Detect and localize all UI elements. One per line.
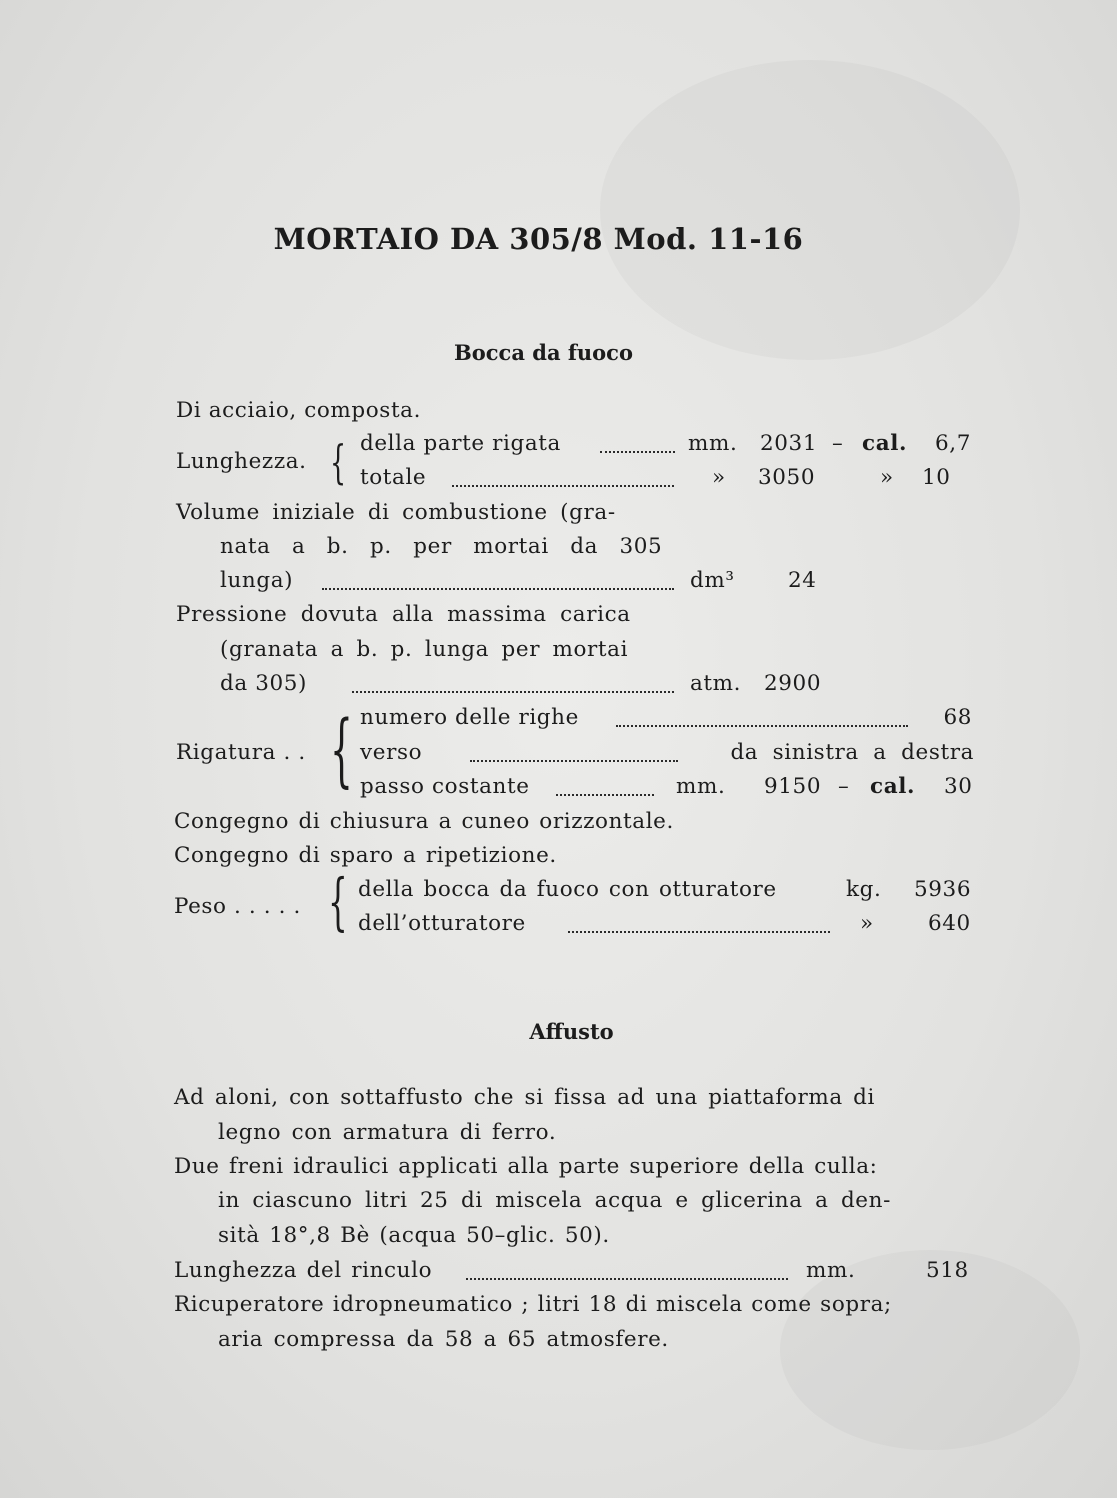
pressione-value: 2900	[764, 671, 822, 696]
volume-line: lunga)	[220, 568, 294, 593]
lunghezza-rigata-label: della parte rigata	[360, 431, 561, 456]
rigatura-passo-label: passo costante	[360, 774, 530, 799]
rigatura-righe-value: 68	[943, 705, 972, 730]
peso-otturatore-label: dell’otturatore	[358, 911, 526, 936]
pressione-line: Pressione dovuta alla massima carica	[176, 602, 631, 627]
rigatura-verso-label: verso	[360, 740, 423, 765]
leader-dots	[470, 760, 678, 762]
lunghezza-rigata-unit: mm.	[688, 431, 738, 456]
peso-label: Peso . . . . .	[174, 894, 301, 919]
volume-value: 24	[788, 568, 817, 593]
leader-dots	[616, 725, 908, 727]
lunghezza-totale-value: 3050	[758, 465, 816, 490]
pressione-line: da 305)	[220, 671, 308, 696]
peso-otturatore-value: 640	[928, 911, 971, 936]
lunghezza-totale-unit: »	[712, 465, 726, 490]
lunghezza-rigata-value: 2031	[760, 431, 818, 456]
rigatura-passo-unit: mm.	[676, 774, 726, 799]
page-title: MORTAIO DA 305/8 Mod. 11-16	[273, 222, 804, 256]
rigatura-passo-cal-label: cal.	[870, 774, 916, 799]
lunghezza-totale-cal-label: »	[880, 465, 894, 490]
section-heading-affusto: Affusto	[529, 1019, 614, 1044]
rinculo-unit: mm.	[806, 1258, 856, 1283]
rigatura-passo-cal: 30	[944, 774, 973, 799]
pressione-unit: atm.	[690, 671, 742, 696]
rigatura-verso-value: da sinistra a destra	[730, 740, 974, 765]
leader-dots	[556, 794, 654, 796]
brace: {	[328, 865, 348, 938]
peso-bocca-unit: kg.	[846, 877, 882, 902]
rigatura-passo-value: 9150	[764, 774, 822, 799]
pressione-line: (granata a b. p. lunga per mortai	[220, 637, 629, 662]
sparo-line: Congegno di sparo a ripetizione.	[174, 843, 557, 868]
rigatura-label: Rigatura . .	[176, 740, 306, 765]
affusto-line: Ricuperatore idropneumatico ; litri 18 di miscela come sopra;	[174, 1292, 892, 1317]
bleed-through-shadow	[600, 60, 1020, 360]
peso-bocca-label: della bocca da fuoco con otturatore	[358, 877, 777, 902]
affusto-line: Due freni idraulici applicati alla parte superiore della culla:	[174, 1154, 878, 1179]
dash: –	[832, 431, 844, 456]
brace: {	[330, 435, 347, 489]
leader-dots	[568, 931, 830, 933]
leader-dots	[466, 1278, 788, 1280]
peso-otturatore-unit: »	[860, 911, 874, 936]
rigatura-righe-label: numero delle righe	[360, 705, 579, 730]
leader-dots	[352, 691, 674, 693]
rinculo-label: Lunghezza del rinculo	[174, 1258, 433, 1283]
rinculo-value: 518	[926, 1258, 969, 1283]
dash: –	[838, 774, 850, 799]
leader-dots	[322, 588, 674, 590]
brace: {	[330, 703, 353, 796]
volume-line: Volume iniziale di combustione (gra-	[176, 500, 616, 525]
section-heading-bocca: Bocca da fuoco	[454, 340, 633, 365]
lunghezza-rigata-cal-label: cal.	[862, 431, 908, 456]
affusto-line: in ciascuno litri 25 di miscela acqua e glicerina a den-	[218, 1188, 891, 1213]
affusto-line: sità 18°,8 Bè (acqua 50–glic. 50).	[218, 1223, 610, 1248]
peso-bocca-value: 5936	[914, 877, 972, 902]
affusto-line: Ad aloni, con sottaffusto che si fissa ad una piattaforma di	[174, 1085, 876, 1110]
affusto-line: aria compressa da 58 a 65 atmosfere.	[218, 1327, 669, 1352]
volume-line: nata a b. p. per mortai da 305	[220, 534, 663, 559]
lunghezza-totale-cal: 10	[922, 465, 951, 490]
affusto-line: legno con armatura di ferro.	[218, 1120, 557, 1145]
leader-dots	[600, 451, 675, 453]
leader-dots	[452, 485, 674, 487]
chiusura-line: Congegno di chiusura a cuneo orizzontale.	[174, 809, 674, 834]
lunghezza-totale-label: totale	[360, 465, 427, 490]
material-line: Di acciaio, composta.	[176, 398, 422, 423]
lunghezza-label: Lunghezza.	[176, 449, 307, 474]
lunghezza-rigata-cal: 6,7	[935, 431, 971, 456]
volume-unit: dm³	[690, 568, 735, 593]
